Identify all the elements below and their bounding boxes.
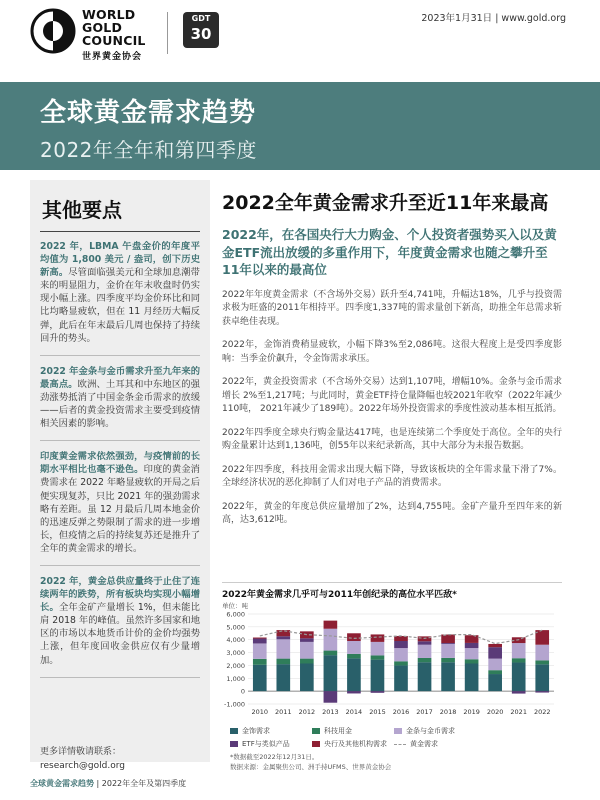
chart-x-tick-label: 2018 <box>439 708 457 716</box>
chart-bar-segment <box>253 639 267 644</box>
chart-notes <box>230 752 391 772</box>
sidebar-highlights <box>30 180 210 771</box>
chart-bar-segment <box>371 660 385 691</box>
chart-source: 数据来源：金属聚焦公司、洲手持UFMS、世界黄金协会 <box>230 763 392 771</box>
chart-bar-segment <box>324 621 338 629</box>
chart-bar-segment <box>418 641 432 644</box>
chart-unit-label: 单位：吨 <box>222 602 248 610</box>
legend-label: 央行及其他机构需求 <box>324 740 387 748</box>
chart-bar-segment <box>300 664 314 692</box>
chart-bar-segment <box>324 691 338 703</box>
chart-bar-segment <box>465 664 479 692</box>
chart-bar-segment <box>276 664 290 691</box>
chart-bar-segment <box>253 638 267 639</box>
chart-bar-segment <box>347 658 361 691</box>
chart-bar-segment <box>300 642 314 659</box>
highlight-block <box>40 450 200 566</box>
article-paragraph: 2022年，金饰消费稍显疲软，小幅下降3%至2,086吨。这很大程度上是受四季度影响：当季金价飙升，令金饰需求承压。 <box>222 340 562 364</box>
chart-x-tick-label: 2016 <box>392 708 410 716</box>
contact-info <box>40 745 125 773</box>
legend-label: 金条与金币需求 <box>406 727 455 735</box>
article-paragraph: 2022年，黄金投资需求（不含场外交易）达到1,107吨，增幅10%。金条与金币需求增长 2%至1,217吨；与此同时，黄金ETF持仓量降幅也较2021年收窄（2022年减少110吨， 2021年减少了189吨）。2022年场外投资需求的季度性波动基本相互抵消。 <box>222 377 562 414</box>
chart-x-tick-label: 2022 <box>533 708 551 716</box>
wgc-logo-icon <box>30 8 76 54</box>
date-and-url[interactable]: 2023年1月31日 | www.gold.org <box>421 13 566 24</box>
legend-swatch <box>312 728 320 734</box>
chart-bar-segment <box>535 691 549 692</box>
chart-bar-segment <box>465 635 479 643</box>
legend-item <box>312 739 394 749</box>
chart-x-tick-label: 2020 <box>486 708 504 716</box>
chart-bar-segment <box>394 641 408 648</box>
chart-bar-segment <box>465 643 479 648</box>
highlight-text: 全年金矿产量增长 1%，但未能比肩 2018 年的峰值。虽然许多国家和地区的市场以本地货币计价的金价均强势上涨，但年度回收金供应仅有少量增加。 <box>40 602 200 666</box>
logo-line2: GOLD <box>82 20 123 35</box>
chart-x-tick-label: 2015 <box>369 708 386 716</box>
chart-bar-segment <box>347 654 361 659</box>
article-paragraph: 2022年，黄金的年度总供应量增加了2%，达到4,755吨。金矿产量升至四年来的新高，达3,612吨。 <box>222 501 562 525</box>
article-title: 2022全年黄金需求升至近11年来最高 <box>222 192 549 214</box>
chart-bar-segment <box>441 635 455 643</box>
logo-divider <box>167 12 168 54</box>
legend-swatch <box>312 741 320 747</box>
chart-bar-segment <box>488 647 502 658</box>
legend-swatch <box>230 728 238 734</box>
chart-y-tick-label: 0 <box>240 687 245 696</box>
report-title: 全球黄金需求趋势 <box>40 98 257 128</box>
chart-bar-segment <box>441 644 455 658</box>
highlight-block <box>40 575 200 678</box>
chart-x-tick-label: 2021 <box>510 708 527 716</box>
chart-bar-segment <box>347 691 361 693</box>
chart-bar-segment <box>535 645 549 661</box>
legend-item <box>230 739 312 749</box>
gdt-badge <box>183 12 219 48</box>
chart-bar-segment <box>300 659 314 664</box>
wgc-logo[interactable] <box>30 8 146 64</box>
footer-left: 全球黄金需求趋势 <box>30 779 94 788</box>
chart-bar-segment <box>418 658 432 662</box>
gdt-badge-label: GDT <box>191 14 211 23</box>
chart-y-tick-label: 5,000 <box>226 623 245 632</box>
chart-bar-segment <box>276 636 290 639</box>
logo-cn: 世界黄金协会 <box>82 52 143 62</box>
chart-bar-segment <box>535 664 549 691</box>
highlight-lead: 2022 年，LBMA 午盘金价的年度平均值为 1,800 美元 / 盎司，创下历史新高。 <box>40 241 200 279</box>
chart-title: 2022年黄金需求几乎可与2011年创纪录的高位水平匹敌* <box>222 582 562 600</box>
chart-bar-segment <box>488 674 502 691</box>
highlight-text: 欧洲、土耳其和中东地区的强劲涨势抵消了中国金条金币需求的放缓——后者的黄金投资需求主要受到疫情相关因素的影响。 <box>40 378 200 430</box>
legend-item <box>230 726 312 736</box>
chart-y-tick-label: 4,000 <box>226 636 245 645</box>
chart-bar-segment <box>512 658 526 662</box>
chart-bar-segment <box>300 638 314 642</box>
chart-bar-segment <box>394 648 408 661</box>
chart-y-tick-label: 3,000 <box>226 649 245 658</box>
chart-bar-segment <box>465 648 479 659</box>
chart-bar-segment <box>441 658 455 662</box>
legend-label: 科技用金 <box>324 727 352 735</box>
highlight-lead: 印度黄金需求依然强劲，与疫情前的长期水平相比也毫不逊色。 <box>40 451 200 476</box>
gold-demand-chart <box>222 600 562 722</box>
legend-label: 黄金需求 <box>410 740 438 748</box>
legend-line-swatch <box>394 744 406 745</box>
chart-x-tick-label: 2013 <box>322 708 339 716</box>
highlight-block <box>40 365 200 441</box>
chart-bar-segment <box>418 645 432 658</box>
chart-bar-segment <box>324 655 338 691</box>
legend-label: ETF与类似产品 <box>242 740 290 748</box>
chart-y-tick-label: 2,000 <box>226 661 245 670</box>
chart-bar-segment <box>465 659 479 663</box>
chart-bar-segment <box>512 643 526 658</box>
article-paragraph: 2022年四季度，科技用金需求出现大幅下降，导致该板块的全年需求量下滑了7%。全球经济状况的恶化抑制了人们对电子产品的消费需求。 <box>222 464 562 488</box>
chart-bar-segment <box>512 662 526 691</box>
highlight-block <box>40 240 200 356</box>
chart-bar-segment <box>324 629 338 651</box>
chart-x-tick-label: 2014 <box>345 708 363 716</box>
legend-item <box>394 726 476 736</box>
chart-x-tick-label: 2010 <box>251 708 269 716</box>
contact-email[interactable]: research@gold.org <box>40 761 125 771</box>
chart-bar-segment <box>371 655 385 659</box>
legend-item <box>394 739 476 749</box>
chart-x-tick-label: 2011 <box>275 708 292 716</box>
legend-swatch <box>394 728 402 734</box>
chart-bar-segment <box>276 639 290 658</box>
chart-bar-segment <box>371 634 385 641</box>
article-paragraph: 2022年年度黄金需求（不含场外交易）跃升至4,741吨，升幅达18%，几乎与投资需求极为旺盛的2011年相持平。四季度1,337吨的需求量创下新高，助推全年总需求斩获卓绝佳表现。 <box>222 289 562 327</box>
title-banner <box>0 82 600 170</box>
chart-bar-segment <box>276 630 290 636</box>
chart-bar-segment <box>253 659 267 665</box>
report-subtitle: 2022年全年和第四季度 <box>40 138 257 162</box>
chart-bar-segment <box>324 651 338 656</box>
chart-bar-segment <box>488 670 502 674</box>
chart-bar-segment <box>488 659 502 671</box>
chart-bar-segment <box>441 662 455 691</box>
logo-line1: WORLD <box>82 7 136 22</box>
sidebar-heading: 其他要点 <box>40 190 200 232</box>
chart-bar-segment <box>347 633 361 641</box>
chart-bar-segment <box>253 643 267 658</box>
chart-x-tick-label: 2019 <box>463 708 480 716</box>
chart-y-tick-label: 6,000 <box>226 610 245 619</box>
chart-bar-segment <box>347 641 361 654</box>
chart-bar-segment <box>276 659 290 665</box>
chart-note: *数据截至2022年12月31日。 <box>230 753 319 761</box>
logo-line3: COUNCIL <box>82 33 146 48</box>
header <box>0 0 600 78</box>
chart-bar-segment <box>371 691 385 693</box>
chart-bar-segment <box>512 691 526 693</box>
chart-bar-segment <box>371 642 385 656</box>
highlight-text: 尽管面临强美元和全球加息潮带来的明显阻力，金价在年末收盘时仍实现小幅上涨。四季度平均金价环比和同比均略显疲软，但在 11 月经历大幅反弹，此后在年末最后几周也保持了持续回升的势头。 <box>40 267 200 344</box>
article-paragraph: 2022年四季度全球央行购金量达417吨，也是连续第二个季度处于高位。全年的央行购金量累计达到1,136吨，创55年以来纪录新高，其中大部分为未报告数据。 <box>222 427 562 451</box>
main-article <box>222 190 562 528</box>
chart-x-tick-label: 2012 <box>298 708 316 716</box>
highlight-lead: 2022 年，黄金总供应量终于止住了连续两年的跌势，所有板块均实现小幅增长。 <box>40 575 200 614</box>
legend-label: 金饰需求 <box>242 727 270 735</box>
contact-label: 更多详情敬请联系： <box>40 747 122 757</box>
chart-y-tick-label: 1,000 <box>226 674 245 683</box>
footer-right: 2022年全年及第四季度 <box>101 779 187 788</box>
chart-bar-segment <box>535 660 549 664</box>
chart-bar-segment <box>394 661 408 665</box>
chart-x-tick-label: 2017 <box>416 708 433 716</box>
highlight-lead: 2022 年金条与金币需求升至九年来的最高点。 <box>40 365 200 390</box>
article-lead: 2022年，在各国央行大力购金、个人投资者强势买入以及黄金ETF流出放缓的多重作用下，年度黄金需求也随之攀升至11年以来的最高位 <box>222 227 557 277</box>
chart-legend <box>230 726 560 752</box>
chart-bar-segment <box>418 662 432 691</box>
page-footer: 全球黄金需求趋势 | 2022年全年及第四季度 <box>30 779 187 788</box>
chart-bar-segment <box>488 644 502 647</box>
legend-item <box>312 726 394 736</box>
highlight-text: 印度的黄金消费需求在 2022 年略显疲软的开局之后便实现复苏，只比 2021 年的强劲需求略有差距。虽 12 月最后几周本地金价的迅速反弹之势限制了需求的进一步增长，但疫情之后的持续复苏还是推升了全年的黄金需求的增长。 <box>40 464 200 554</box>
chart-bar-segment <box>253 665 267 691</box>
chart-y-tick-label: -1,000 <box>224 700 245 709</box>
chart-bar-segment <box>441 643 455 644</box>
chart-bar-segment <box>394 665 408 691</box>
gdt-badge-number: 30 <box>190 25 212 43</box>
legend-swatch <box>230 741 238 747</box>
